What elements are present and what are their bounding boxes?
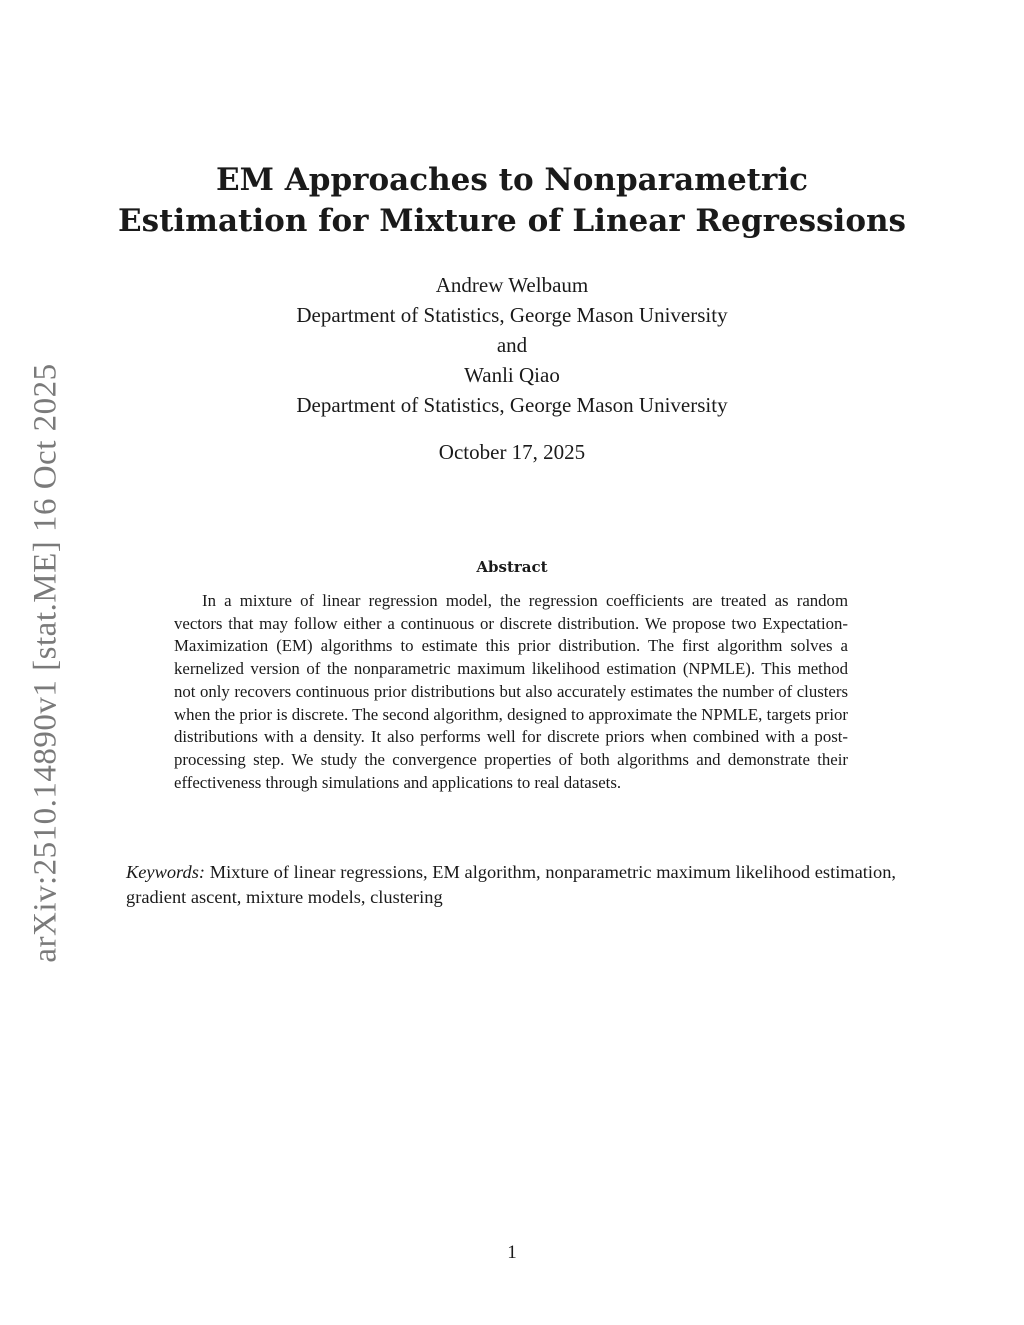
author-1-name: Andrew Welbaum (435, 273, 589, 297)
keywords-label: Keywords: (126, 862, 206, 882)
keywords-text: Mixture of linear regressions, EM algorithm, nonparametric maximum likelihood estimation, gradient ascent, mixture models, clustering (126, 862, 896, 907)
author-2-affiliation: Department of Statistics, George Mason University (296, 393, 728, 417)
paper-title-line-1: EM Approaches to Nonparametric (216, 162, 808, 198)
abstract-heading: Abstract (476, 558, 548, 576)
abstract-body: In a mixture of linear regression model, the regression coefficients are treated as random vectors that may follow either a continuous or discrete distribution. We propose two Expectation-Maximization (EM) algorithms to estimate this prior distribution. The first algorithm solves a kernelized version of the nonparametric maximum likelihood estimation (NPMLE). This method not only recovers continuous prior distributions but also accurately estimates the number of clusters when the prior is discrete. The second algorithm, designed to approximate the NPMLE, targets prior distributions with a density. It also performs well for discrete priors when combined with a post-processing step. We study the convergence properties of both algorithms and demonstrate their effectiveness through simulations and applications to real datasets. (174, 591, 848, 792)
keywords-paragraph (126, 860, 896, 910)
author-block (0, 270, 1024, 420)
author-2-name: Wanli Qiao (464, 363, 560, 387)
publication-date: October 17, 2025 (438, 440, 586, 464)
arxiv-identifier-stamp: arXiv:2510.14890v1 [stat.ME] 16 Oct 2025 (27, 363, 64, 963)
page-number: 1 (507, 1242, 517, 1263)
paper-title (0, 160, 1024, 242)
author-conjunction: and (496, 333, 528, 357)
paper-title-line-2: Estimation for Mixture of Linear Regressions (117, 203, 906, 239)
author-1-affiliation: Department of Statistics, George Mason University (296, 303, 728, 327)
